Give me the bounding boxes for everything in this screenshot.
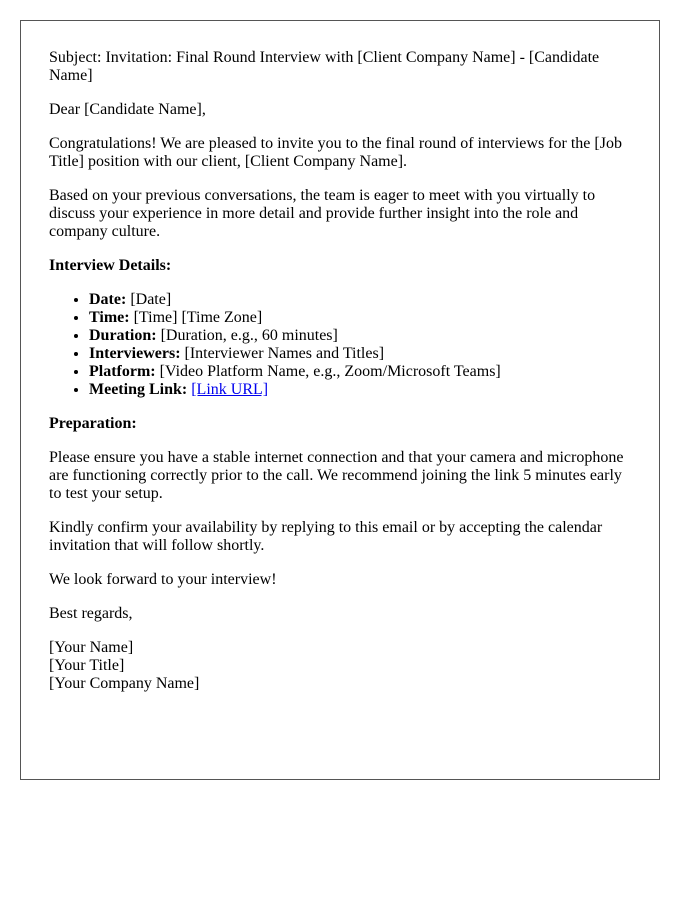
email-closing-line: We look forward to your interview! <box>49 571 277 588</box>
email-preparation: Please ensure you have a stable internet connection and that your camera and microphone are functioning correctly prior to the call. We recommend joining the link 5 minutes early to test your setup. <box>49 449 624 502</box>
detail-label: Meeting Link: <box>89 381 188 398</box>
email-greeting: Dear [Candidate Name], <box>49 101 206 118</box>
detail-time <box>89 309 631 327</box>
signature-title: [Your Title] <box>49 657 125 674</box>
detail-label: Interviewers: <box>89 345 181 362</box>
signature-company: [Your Company Name] <box>49 675 200 692</box>
detail-value: [Duration, e.g., 60 minutes] <box>156 327 338 344</box>
email-context: Based on your previous conversations, the team is eager to meet with you virtually to discuss your experience in more detail and provide further insight into the role and company culture. <box>49 187 596 240</box>
detail-duration <box>89 327 631 345</box>
meeting-link[interactable]: [Link URL] <box>191 381 269 398</box>
detail-value: [Date] <box>126 291 172 308</box>
detail-interviewers <box>89 345 631 363</box>
detail-value: [Interviewer Names and Titles] <box>180 345 385 362</box>
signature-block <box>49 639 631 693</box>
preparation-heading: Preparation: <box>49 415 137 432</box>
detail-label: Date: <box>89 291 127 308</box>
email-intro: Congratulations! We are pleased to invite you to the final round of interviews for the [Job Title] position with our client, [Client Company Name]. <box>49 135 622 170</box>
email-subject: Subject: Invitation: Final Round Interview with [Client Company Name] - [Candidate Name] <box>49 49 600 84</box>
detail-label: Time: <box>89 309 130 326</box>
detail-label: Platform: <box>89 363 156 380</box>
detail-label: Duration: <box>89 327 157 344</box>
detail-date <box>89 291 631 309</box>
details-heading: Interview Details: <box>49 257 172 274</box>
detail-meeting-link <box>89 381 631 399</box>
email-letter <box>20 20 660 780</box>
detail-value: [Video Platform Name, e.g., Zoom/Microsoft Teams] <box>155 363 501 380</box>
detail-value: [Time] [Time Zone] <box>129 309 263 326</box>
signature-name: [Your Name] <box>49 639 134 656</box>
email-sign-off: Best regards, <box>49 605 133 622</box>
email-confirm: Kindly confirm your availability by replying to this email or by accepting the calendar invitation that will follow shortly. <box>49 519 603 554</box>
detail-platform <box>89 363 631 381</box>
details-list <box>49 291 631 399</box>
